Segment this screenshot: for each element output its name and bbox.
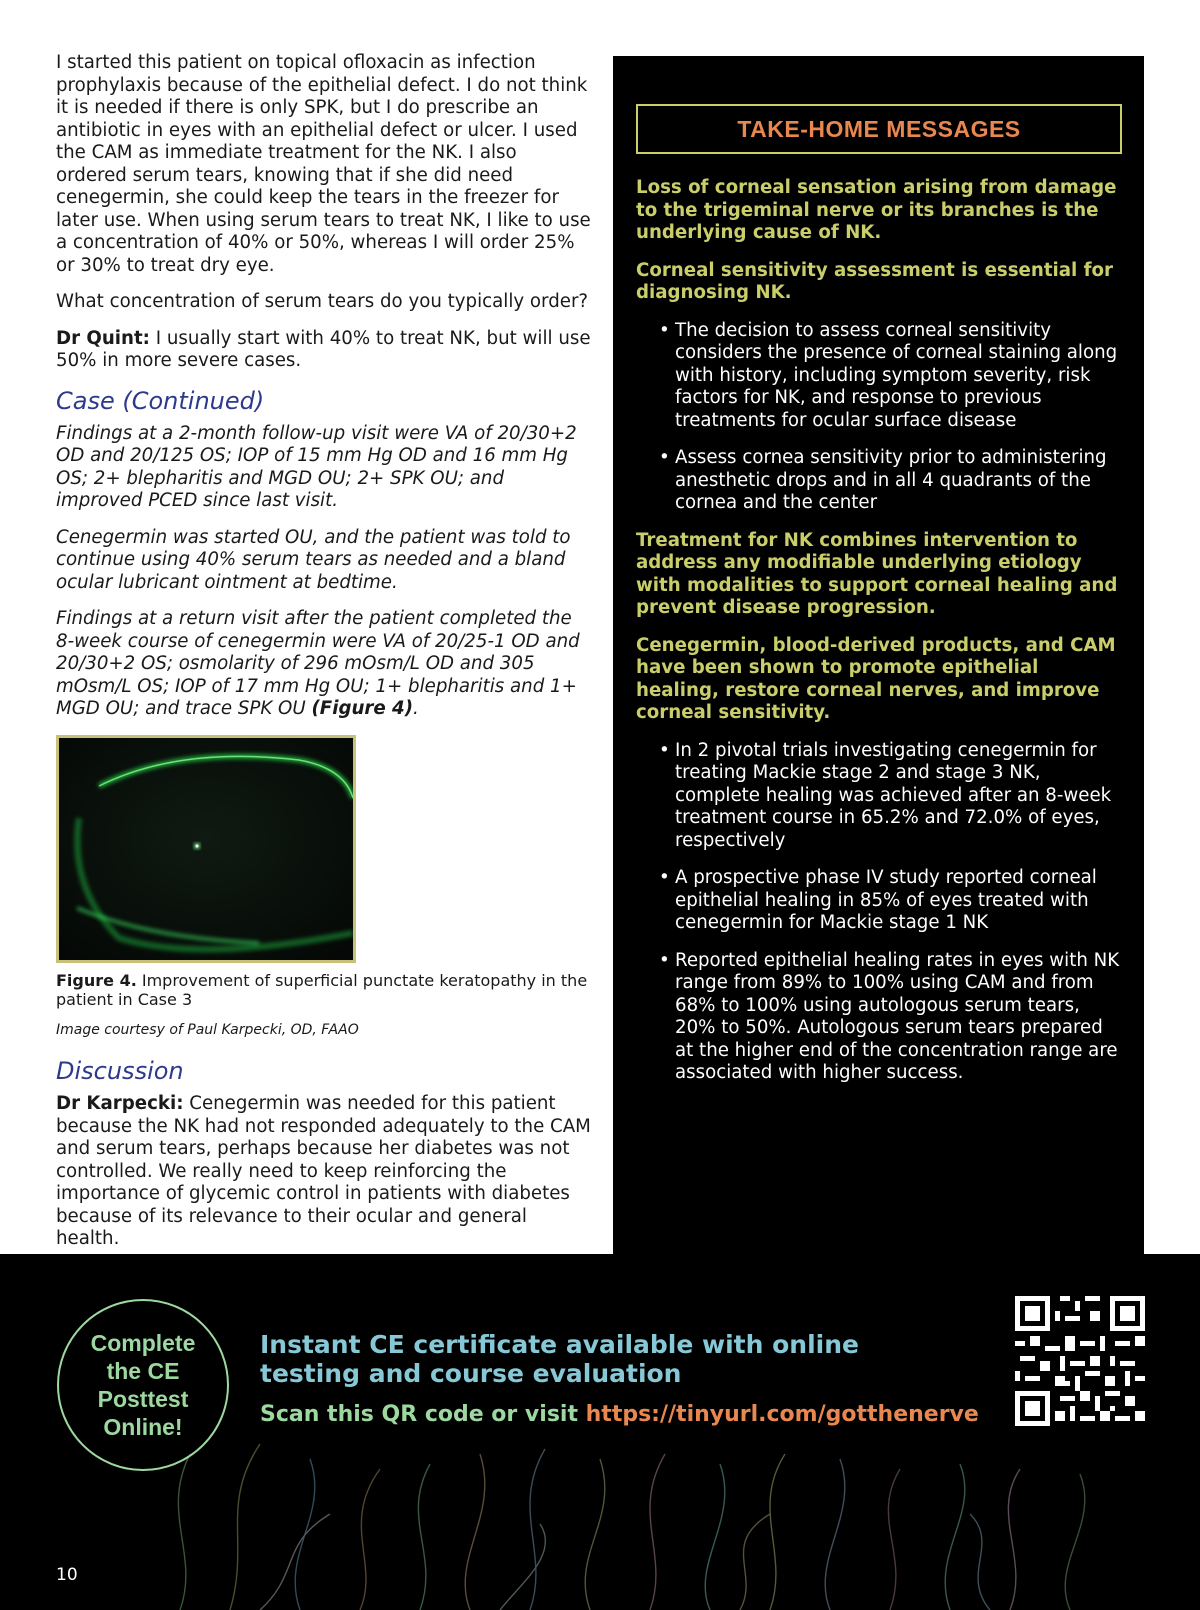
take-home-content [636, 177, 1126, 1100]
take-home-message-1: Loss of corneal sensation arising from damage to the trigeminal nerve or its branches is the underlying cause of NK. [636, 177, 1117, 243]
qr-code[interactable] [1015, 1296, 1145, 1426]
message-2-bullets [636, 320, 1126, 515]
bullet-item: • The decision to assess corneal sensitivity considers the presence of corneal staining along with history, including symptom severity, risk factors for NK, and response to previous treatments for ocular surface disease [659, 320, 1126, 433]
intro-paragraph: I started this patient on topical ofloxacin as infection prophylaxis because of the epithelial defect. I do not think it is needed if there is only SPK, but I do prescribe an antibiotic in eyes with an epithelial defect or ulcer. I used the CAM as immediate treatment for the NK. I also ordered serum tears, knowing that if she did need cenegermin, she could keep the tears in the freezer for later use. When using serum tears to treat NK, I like to use a concentration of 40% or 50%, whereas I will order 25% or 30% to treat dry eye. [56, 52, 591, 276]
bullet-item: • In 2 pivotal trials investigating cenegermin for treating Mackie stage 2 and stage 3 NK, complete healing was achieved after an 8-week treatment course in 65.2% and 72.0% of eyes, respectively [659, 740, 1126, 853]
take-home-panel [613, 56, 1144, 1254]
question-paragraph: What concentration of serum tears do you typically order? [56, 291, 589, 312]
case-paragraph-3-end: . [413, 698, 419, 719]
case-paragraph-1: Findings at a 2-month follow-up visit were VA of 20/30+2 OD and 20/125 OS; IOP of 15 mm Hg OD and 16 mm Hg OS; 2+ blepharitis and MGD OU; 2+ SPK OU; and improved PCED since last visit. [56, 422, 577, 511]
scan-instruction: Scan this QR code or visit [260, 1402, 586, 1427]
take-home-title-box [636, 104, 1122, 154]
figure-4-label: Figure 4. [56, 970, 137, 990]
quint-paragraph [56, 328, 591, 373]
figure-4-image [56, 735, 356, 963]
ce-posttest-text: Complete the CE Posttest Online! [90, 1330, 196, 1440]
message-4-bullets [636, 740, 1126, 1085]
discussion-heading: Discussion [56, 1057, 184, 1085]
ce-url-link[interactable]: https://tinyurl.com/gotthenerve [585, 1402, 979, 1427]
speaker-quint: Dr Quint: [56, 327, 150, 349]
case-paragraph-3-text: Findings at a return visit after the patient completed the 8-week course of cenegermin were VA of 20/25-1 OD and 20/30+2 OS; osmolarity of 296 mOsm/L OD and 305 mOsm/L OS; IOP of 17 mm Hg OU; 1+ blepharitis and 1+ MGD OU; and trace SPK OU [56, 608, 580, 719]
take-home-message-4: Cenegermin, blood-derived products, and CAM have been shown to promote epithelial healing, restore corneal nerves, and improve corneal sensitivity. [636, 634, 1116, 723]
case-paragraph-3 [56, 608, 591, 721]
case-paragraph-2: Cenegermin was started OU, and the patient was told to continue using 40% serum tears as needed and a bland ocular lubricant ointment at bedtime. [56, 526, 571, 593]
take-home-message-3: Treatment for NK combines intervention to address any modifiable underlying etiology with modalities to support corneal healing and prevent disease progression. [636, 529, 1118, 618]
speaker-karpecki: Dr Karpecki: [56, 1093, 184, 1114]
karpecki-paragraph [56, 1093, 591, 1251]
page-number: 10 [56, 1565, 78, 1585]
figure-4-caption [56, 971, 591, 1009]
figure-4-reference: (Figure 4) [311, 698, 414, 719]
article-left-column [56, 52, 591, 1265]
ce-footer-banner [0, 1254, 1200, 1610]
bullet-item: • Assess cornea sensitivity prior to administering anesthetic drops and in all 4 quadrants of the cornea and the center [659, 447, 1126, 515]
take-home-message-2: Corneal sensitivity assessment is essential for diagnosing NK. [636, 259, 1113, 303]
ce-scan-line [260, 1402, 980, 1428]
bullet-item: • Reported epithelial healing rates in eyes with NK range from 89% to 100% using CAM and from 68% to 100% using autologous serum tears, 20% to 50%. Autologous serum tears prepared at the higher end of the concentration range are associated with higher success. [659, 950, 1126, 1085]
figure-4-credit: Image courtesy of Paul Karpecki, OD, FAAO [56, 1021, 359, 1038]
take-home-title: TAKE-HOME MESSAGES [737, 115, 1021, 142]
cornea-fluorescein-image [59, 738, 353, 960]
quint-answer: I usually start with 40% to treat NK, but will use 50% in more severe cases. [56, 327, 591, 371]
karpecki-discussion: Cenegermin was needed for this patient because the NK had not responded adequately to the CAM and serum tears, perhaps because her diabetes was not controlled. We really need to keep reinforcing the importance of glycemic control in patients with diabetes because of its relevance to their ocular and general health. [56, 1093, 591, 1249]
ce-posttest-badge[interactable] [57, 1299, 229, 1471]
bullet-item: • A prospective phase IV study reported corneal epithelial healing in 85% of eyes treated with cenegermin for Mackie stage 1 NK [659, 867, 1126, 935]
case-continued-heading: Case (Continued) [56, 386, 265, 415]
ce-certificate-headline: Instant CE certificate available with online testing and course evaluation [260, 1330, 859, 1388]
figure-4-caption-text: Improvement of superficial punctate keratopathy in the patient in Case 3 [56, 970, 588, 1009]
